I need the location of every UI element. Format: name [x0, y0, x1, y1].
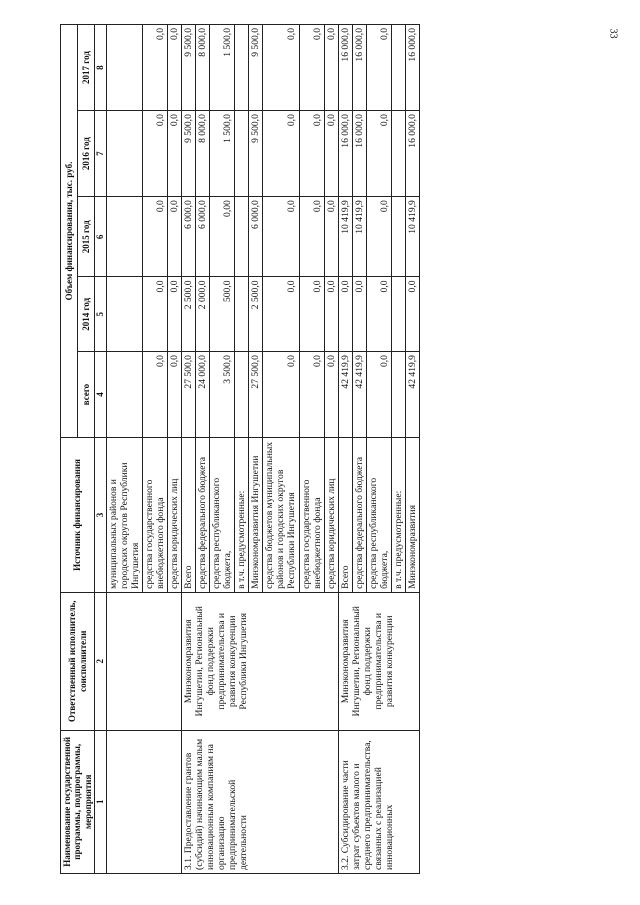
value-cell — [235, 197, 249, 277]
header-name: Наименование государственной программы, подпрограммы, мероприятия — [61, 730, 95, 873]
header-executor: Ответственный исполнитель, соисполнители — [61, 592, 95, 730]
source-cell: средства бюджетов муниципальных районов и городских округов Республики Ингушетия — [263, 438, 299, 593]
value-cell: 0,0 — [299, 277, 324, 352]
value-cell: 0,0 — [168, 25, 182, 111]
source-cell: средства республиканского бюджета, — [210, 438, 235, 593]
header-funding: Объем финансирования, тыс. руб. — [61, 25, 78, 438]
value-cell — [235, 111, 249, 197]
source-cell: средства юридических лиц — [168, 438, 182, 593]
value-cell — [391, 25, 405, 111]
value-cell: 2 500,0 — [249, 277, 263, 352]
header-year: 2015 год — [78, 197, 95, 277]
source-cell: Минэкономразвития — [405, 438, 419, 593]
value-cell: 42 419,9 — [405, 352, 419, 438]
measure-name-cell — [107, 730, 182, 873]
rotated-page — [60, 24, 572, 874]
value-cell — [391, 277, 405, 352]
col-number: 1 — [95, 730, 107, 873]
value-cell: 0,0 — [263, 352, 299, 438]
value-cell: 16 000,0 — [405, 111, 419, 197]
value-cell: 0,0 — [366, 25, 391, 111]
value-cell: 0,0 — [263, 25, 299, 111]
executor-cell: Минэкономразвития Ингушетии, Региональный фонд поддержки предпринимательства и развития конкуренции Республики Ингушетия — [182, 592, 338, 730]
funding-table — [60, 24, 420, 874]
value-cell: 6 000,0 — [182, 197, 196, 277]
value-cell: 0,0 — [168, 352, 182, 438]
value-cell: 0,0 — [143, 352, 168, 438]
source-cell: средства федерального бюджета — [352, 438, 366, 593]
value-cell: 0,0 — [338, 277, 352, 352]
table-row — [107, 25, 143, 874]
value-cell: 16 000,0 — [338, 25, 352, 111]
value-cell — [235, 277, 249, 352]
table-row — [182, 25, 196, 874]
header-year: 2017 год — [78, 25, 95, 111]
col-number: 6 — [95, 197, 107, 277]
measure-name-cell: 3.2. Субсидирование части затрат субъектов малого и среднего предпринимательства, связанных с реализацией инновационных — [338, 730, 419, 873]
value-cell: 0,0 — [263, 111, 299, 197]
value-cell: 1 500,0 — [210, 25, 235, 111]
value-cell: 0,0 — [143, 111, 168, 197]
source-cell: в т.ч. предусмотренные: — [391, 438, 405, 593]
value-cell: 10 419,9 — [405, 197, 419, 277]
header-row — [61, 25, 78, 874]
value-cell: 0,0 — [143, 277, 168, 352]
col-number: 2 — [95, 592, 107, 730]
value-cell: 0,0 — [168, 197, 182, 277]
source-cell: средства государственного внебюджетного фонда — [299, 438, 324, 593]
header-total: всего — [78, 352, 95, 438]
value-cell: 6 000,0 — [196, 197, 210, 277]
value-cell: 10 419,9 — [338, 197, 352, 277]
value-cell: 0,0 — [263, 197, 299, 277]
table-row — [338, 25, 352, 874]
value-cell: 0,0 — [299, 352, 324, 438]
source-cell: средства федерального бюджета — [196, 438, 210, 593]
value-cell: 16 000,0 — [338, 111, 352, 197]
value-cell: 0,0 — [324, 277, 338, 352]
value-cell: 42 419,9 — [338, 352, 352, 438]
value-cell — [107, 25, 143, 111]
value-cell: 0,00 — [210, 197, 235, 277]
source-cell: Всего — [182, 438, 196, 593]
executor-cell — [107, 592, 182, 730]
value-cell — [391, 111, 405, 197]
executor-cell: Минэкономразвития Ингушетии, Региональный фонд поддержки предпринимательства и развития конкуренции — [338, 592, 419, 730]
col-number: 5 — [95, 277, 107, 352]
header-source: Источник финансирования — [61, 438, 95, 593]
value-cell: 0,0 — [143, 25, 168, 111]
value-cell — [107, 111, 143, 197]
value-cell: 0,0 — [299, 111, 324, 197]
value-cell — [391, 352, 405, 438]
value-cell: 9 500,0 — [182, 111, 196, 197]
value-cell: 6 000,0 — [249, 197, 263, 277]
source-cell: Минэкономразвития Ингушетии — [249, 438, 263, 593]
table-body — [107, 25, 420, 874]
source-cell: средства юридических лиц — [324, 438, 338, 593]
value-cell: 0,0 — [405, 277, 419, 352]
header-year: 2014 год — [78, 277, 95, 352]
col-number: 4 — [95, 352, 107, 438]
value-cell: 0,0 — [263, 277, 299, 352]
source-cell: муниципальных районов и городских округов Республики Ингушетия — [107, 438, 143, 593]
value-cell: 0,0 — [366, 197, 391, 277]
col-number: 8 — [95, 25, 107, 111]
source-cell: средства республиканского бюджета, — [366, 438, 391, 593]
value-cell: 0,0 — [299, 25, 324, 111]
value-cell: 10 419,9 — [352, 197, 366, 277]
value-cell: 24 000,0 — [196, 352, 210, 438]
value-cell: 0,0 — [366, 352, 391, 438]
value-cell: 42 419,9 — [352, 352, 366, 438]
value-cell: 1 500,0 — [210, 111, 235, 197]
value-cell: 0,0 — [366, 277, 391, 352]
value-cell: 2 000,0 — [196, 277, 210, 352]
value-cell: 3 500,0 — [210, 352, 235, 438]
value-cell: 8 000,0 — [196, 111, 210, 197]
value-cell: 2 500,0 — [182, 277, 196, 352]
col-number: 7 — [95, 111, 107, 197]
value-cell: 8 000,0 — [196, 25, 210, 111]
value-cell: 9 500,0 — [249, 111, 263, 197]
value-cell — [107, 197, 143, 277]
source-cell: Всего — [338, 438, 352, 593]
value-cell: 9 500,0 — [182, 25, 196, 111]
header-year: 2016 год — [78, 111, 95, 197]
value-cell: 0,0 — [324, 25, 338, 111]
value-cell: 0,0 — [324, 111, 338, 197]
col-number: 3 — [95, 438, 107, 593]
value-cell: 27 500,0 — [182, 352, 196, 438]
value-cell: 9 500,0 — [249, 25, 263, 111]
value-cell — [235, 352, 249, 438]
value-cell: 0,0 — [168, 111, 182, 197]
source-cell: средства государственного внебюджетного фонда — [143, 438, 168, 593]
value-cell: 0,0 — [143, 197, 168, 277]
value-cell — [107, 352, 143, 438]
value-cell — [235, 25, 249, 111]
value-cell — [391, 197, 405, 277]
value-cell: 0,0 — [352, 277, 366, 352]
value-cell: 500,0 — [210, 277, 235, 352]
column-number-row — [95, 25, 107, 874]
value-cell: 27 500,0 — [249, 352, 263, 438]
value-cell: 16 000,0 — [405, 25, 419, 111]
measure-name-cell: 3.1. Предоставление грантов (субсидий) начинающим малым инновационным компаниям на организацию предпринимательской деятельности — [182, 730, 338, 873]
value-cell: 16 000,0 — [352, 111, 366, 197]
source-cell: в т.ч. предусмотренные: — [235, 438, 249, 593]
value-cell: 0,0 — [299, 197, 324, 277]
value-cell: 16 000,0 — [352, 25, 366, 111]
value-cell — [107, 277, 143, 352]
value-cell: 0,0 — [324, 197, 338, 277]
page-number: 33 — [607, 28, 619, 39]
value-cell: 0,0 — [366, 111, 391, 197]
value-cell: 0,0 — [324, 352, 338, 438]
value-cell: 0,0 — [168, 277, 182, 352]
